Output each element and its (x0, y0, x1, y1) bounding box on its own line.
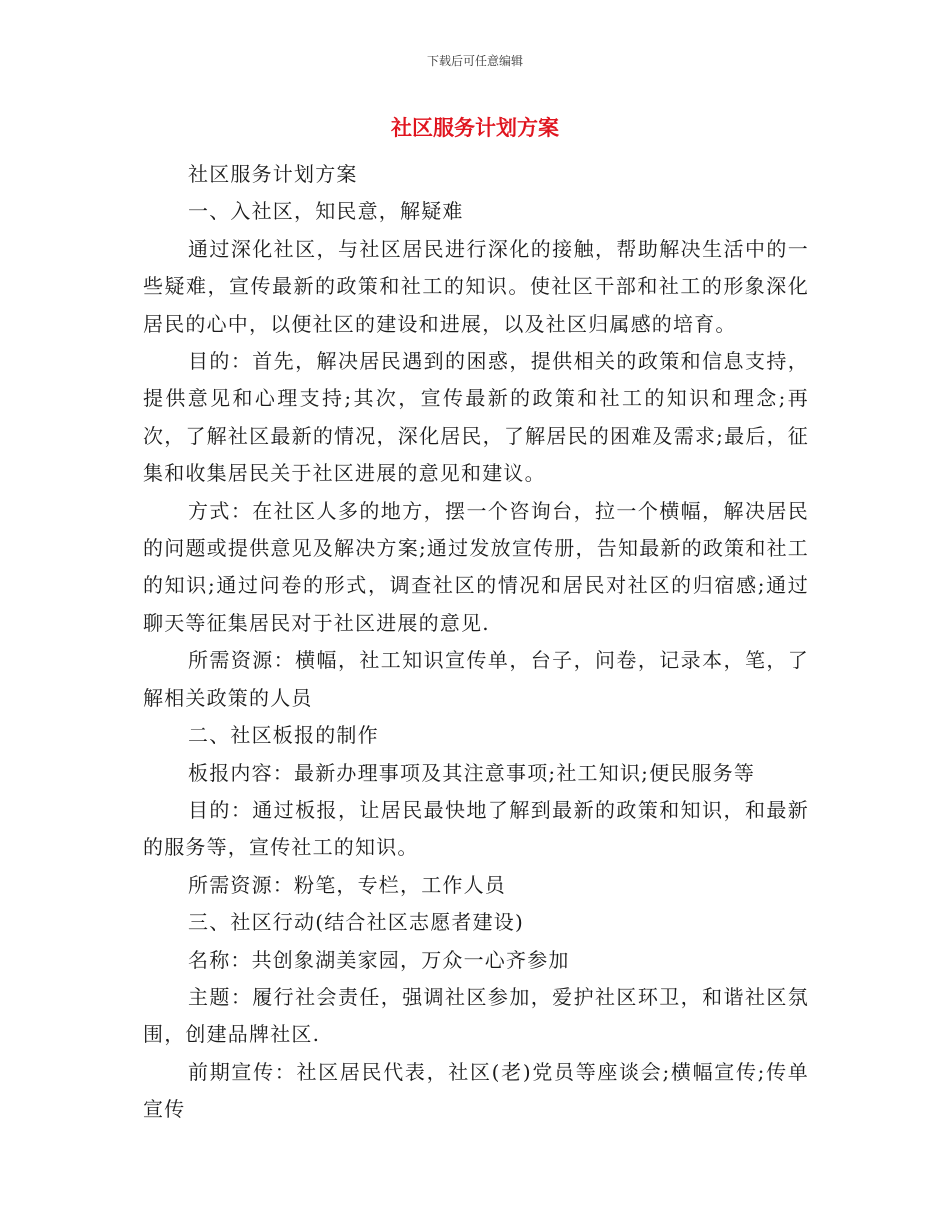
paragraph-theme: 主题：履行社会责任，强调社区参加，爱护社区环卫，和谐社区氛围，创建品牌社区. (143, 984, 809, 1047)
section-heading-2: 二、社区板报的制作 (188, 723, 379, 748)
paragraph-subtitle: 社区服务计划方案 (188, 162, 358, 186)
paragraph-name: 名称：共创象湖美家园，万众一心齐参加 (188, 947, 570, 972)
paragraph-method: 方式：在社区人多的地方，摆一个咨询台，拉一个横幅，解决居民的问题或提供意见及解决方案;通过发放宣传册，告知最新的政策和社工的知识;通过问卷的形式，调查社区的情况和居民对社区的归宿感;通过聊天等征集居民对于社区进展的意见. (143, 498, 809, 635)
paragraph-resources-2: 所需资源：粉笔，专栏，工作人员 (188, 872, 506, 897)
section-heading-3: 三、社区行动(结合社区志愿者建设) (188, 910, 525, 935)
document-body (143, 156, 809, 1129)
paragraph-intro: 通过深化社区，与社区居民进行深化的接触，帮助解决生活中的一些疑难，宣传最新的政策和社工的知识。使社区干部和社工的形象深化居民的心中，以便社区的建设和进展，以及社区归属感的培育。 (143, 236, 809, 336)
header-note: 下载后可任意编辑 (426, 54, 523, 68)
document-title: 社区服务计划方案 (391, 116, 559, 140)
paragraph-resources-1: 所需资源：横幅，社工知识宣传单，台子，问卷，记录本，笔，了解相关政策的人员 (143, 648, 809, 710)
paragraph-purpose-1: 目的：首先，解决居民遇到的困惑，提供相关的政策和信息支持，提供意见和心理支持;其次，宣传最新的政策和社工的知识和理念;再次，了解社区最新的情况，深化居民，了解居民的困难及需求;最后，征集和收集居民关于社区进展的意见和建议。 (143, 349, 809, 486)
paragraph-board-content: 板报内容：最新办理事项及其注意事项;社工知识;便民服务等 (188, 760, 756, 785)
paragraph-purpose-2: 目的：通过板报，让居民最快地了解到最新的政策和知识，和最新的服务等，宣传社工的知识。 (143, 797, 809, 860)
paragraph-publicity: 前期宣传：社区居民代表，社区(老)党员等座谈会;横幅宣传;传单宣传 (143, 1059, 809, 1122)
section-heading-1: 一、入社区，知民意，解疑难 (188, 199, 464, 224)
